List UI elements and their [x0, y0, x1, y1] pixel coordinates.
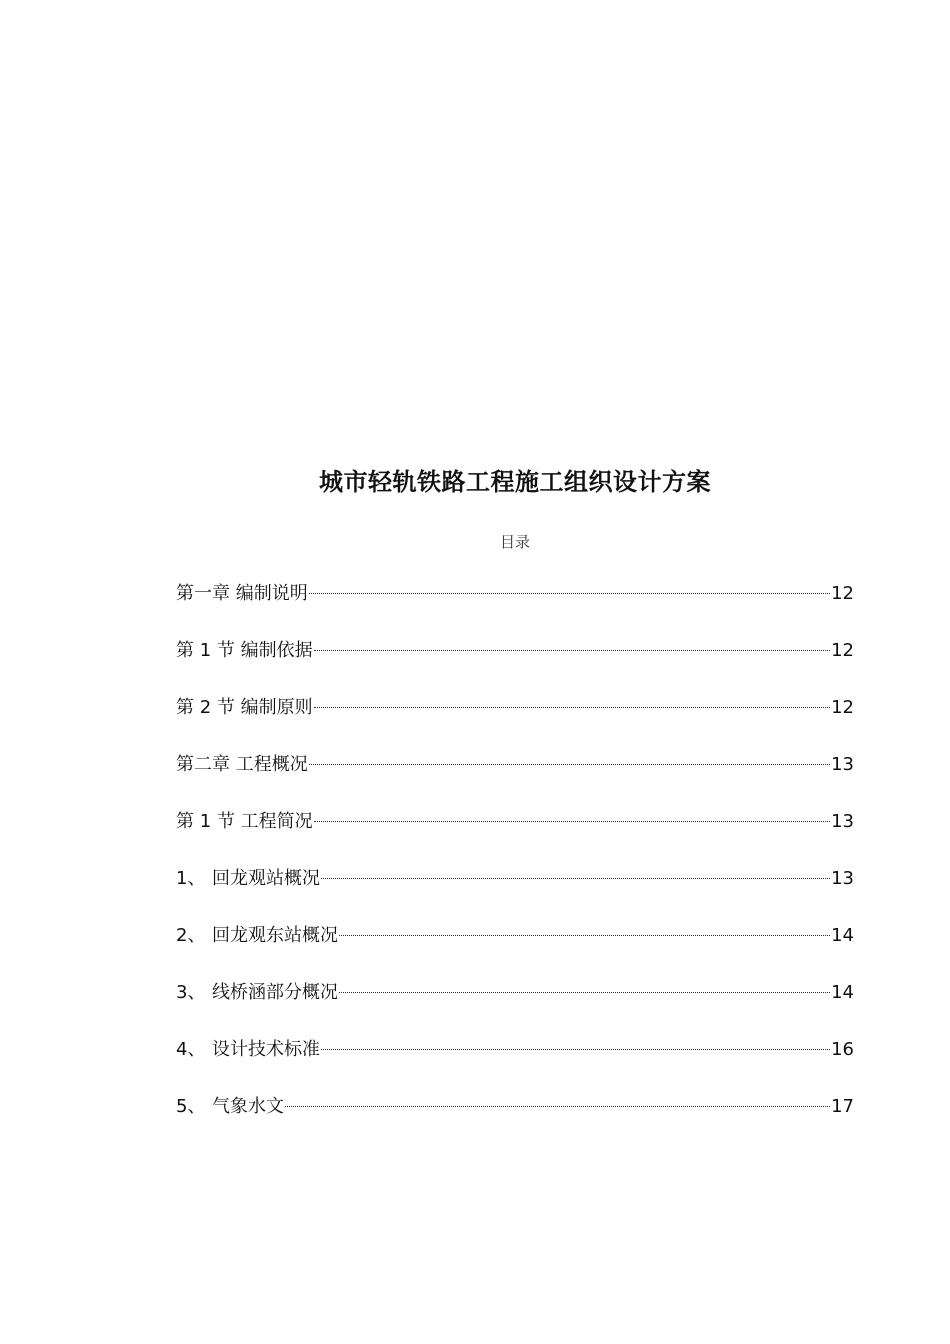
toc-entry-page: 16: [831, 1039, 854, 1060]
toc-entry-label: 第 1 节 编制依据: [176, 640, 313, 661]
toc-entry-page: 13: [831, 754, 854, 775]
toc-entry-label: 第 2 节 编制原则: [176, 697, 313, 718]
toc-entry-section-2-1[interactable]: [176, 808, 854, 865]
toc-entry-label: 设计技术标准: [212, 1039, 320, 1060]
toc-dot-leader: [314, 707, 830, 708]
toc-dot-leader: [285, 1106, 830, 1107]
toc-entry-section-1-2[interactable]: [176, 694, 854, 751]
toc-entry-page: 13: [831, 811, 854, 832]
toc-entry-label: 气象水文: [212, 1096, 284, 1117]
toc-entry-number: 5、: [176, 1096, 206, 1117]
toc-entry-item-2[interactable]: [176, 922, 854, 979]
toc-entry-number: 1、: [176, 868, 206, 889]
toc-entry-page: 12: [831, 583, 854, 604]
toc-dot-leader: [314, 821, 830, 822]
toc-entry-label: 第一章 编制说明: [176, 583, 308, 604]
toc-entry-page: 14: [831, 982, 854, 1003]
toc-entry-label: 回龙观站概况: [212, 868, 320, 889]
toc-entry-chapter-2[interactable]: [176, 751, 854, 808]
toc-entry-number: 4、: [176, 1039, 206, 1060]
toc-entry-item-3[interactable]: [176, 979, 854, 1036]
toc-dot-leader: [314, 650, 830, 651]
toc-entry-label: 第 1 节 工程简况: [176, 811, 313, 832]
toc-dot-leader: [321, 1049, 830, 1050]
toc-entry-page: 12: [831, 640, 854, 661]
table-of-contents: [176, 580, 854, 1150]
toc-entry-label: 回龙观东站概况: [212, 925, 338, 946]
toc-entry-item-4[interactable]: [176, 1036, 854, 1093]
toc-entry-item-5[interactable]: [176, 1093, 854, 1150]
toc-dot-leader: [339, 992, 830, 993]
toc-entry-page: 14: [831, 925, 854, 946]
toc-entry-item-1[interactable]: [176, 865, 854, 922]
toc-entry-number: 3、: [176, 982, 206, 1003]
toc-entry-page: 17: [831, 1096, 854, 1117]
toc-dot-leader: [309, 593, 830, 594]
toc-dot-leader: [321, 878, 830, 879]
toc-entry-label: 线桥涵部分概况: [212, 982, 338, 1003]
toc-entry-section-1-1[interactable]: [176, 637, 854, 694]
toc-entry-number: 2、: [176, 925, 206, 946]
toc-heading: 目录: [499, 533, 530, 551]
toc-entry-chapter-1[interactable]: [176, 580, 854, 637]
toc-entry-label: 第二章 工程概况: [176, 754, 308, 775]
toc-dot-leader: [309, 764, 830, 765]
toc-dot-leader: [339, 935, 830, 936]
toc-entry-page: 13: [831, 868, 854, 889]
toc-entry-page: 12: [831, 697, 854, 718]
document-title: 城市轻轨铁路工程施工组织设计方案: [319, 468, 711, 496]
